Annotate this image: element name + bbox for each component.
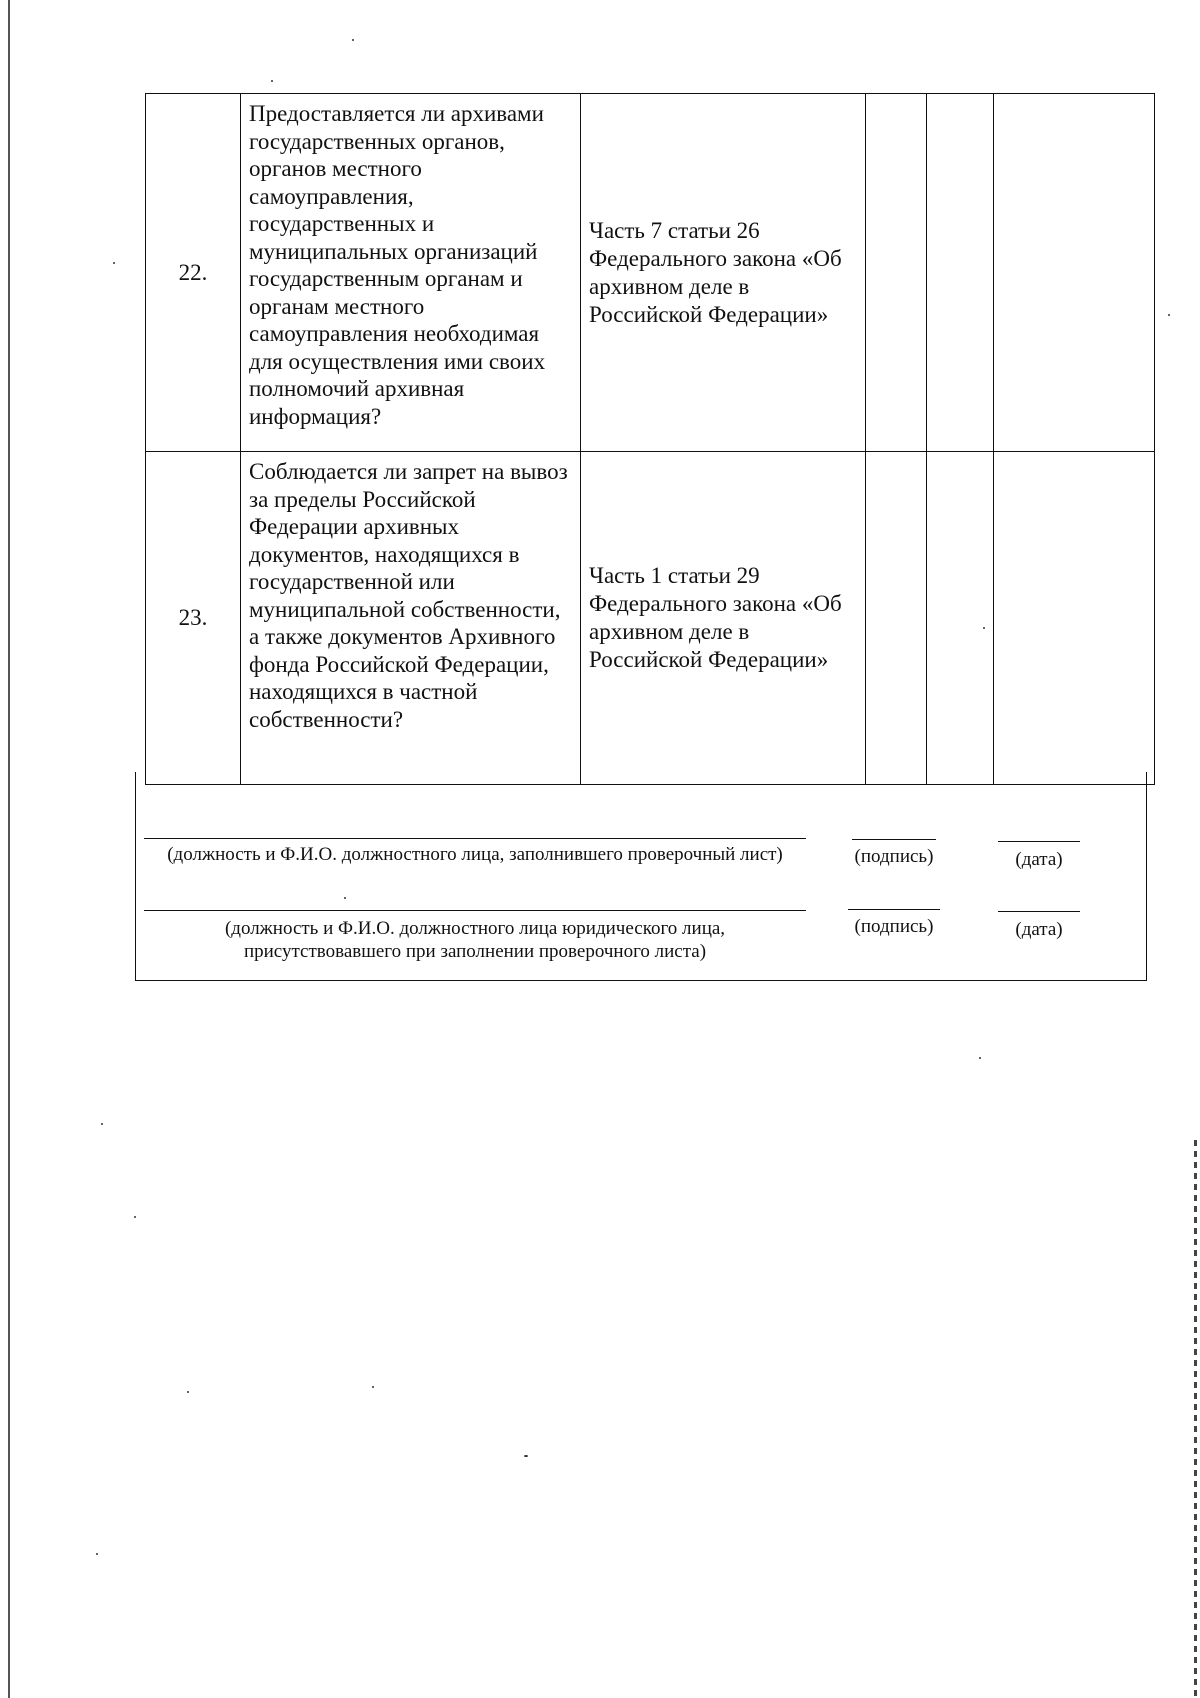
scan-speck [979,1057,981,1059]
representative-position-line[interactable] [144,910,806,911]
representative-position-label-line1: (должность и Ф.И.О. должностного лица юридического лица, [224,918,726,939]
scan-speck [101,1123,103,1125]
inspector-signature-label: (подпись) [854,846,934,867]
scan-speck [134,1216,136,1218]
representative-position-label-line2: присутствовавшего при заполнении проверочного листа) [243,941,707,962]
legal-basis: Часть 7 статьи 26 Федерального закона «Об архивном деле в Российской Федерации» [581,94,866,452]
signature-block [135,772,1147,981]
scan-left-edge [8,0,10,1698]
answer-no-cell[interactable] [927,94,994,452]
inspector-position-label: (должность и Ф.И.О. должностного лица, заполнившего проверочный лист) [167,844,783,865]
representative-signature-line[interactable] [848,909,940,910]
scan-speck [344,897,346,899]
scan-speck [96,1553,98,1555]
scan-speck [271,80,273,82]
note-cell[interactable] [994,94,1155,452]
scan-speck [113,262,115,264]
table-row [146,452,1155,785]
question-text: Предоставляется ли архивами государственных органов, органов местного самоуправления, государственных и муниципальных организаций государственным органам и органам местного самоуправления необходимая для осуществления ими своих полномочий архивная информация? [241,94,581,452]
scan-speck [372,1386,374,1388]
scan-speck [187,1391,189,1393]
scan-speck [352,39,354,41]
row-number: 23. [146,452,241,785]
note-cell[interactable] [994,452,1155,785]
inspector-date-label: (дата) [1015,849,1063,870]
answer-yes-cell[interactable] [866,94,927,452]
scan-speck [1168,314,1170,316]
answer-no-cell[interactable] [927,452,994,785]
table-row [146,94,1155,452]
scan-speck [983,627,985,629]
representative-date-label: (дата) [1015,919,1063,940]
scan-speck [524,1455,528,1457]
inspector-signature-line[interactable] [852,839,936,840]
inspector-date-line[interactable] [998,841,1080,842]
inspector-position-line[interactable] [144,838,806,839]
representative-date-line[interactable] [998,911,1080,912]
row-number: 22. [146,94,241,452]
checklist-table [145,93,1155,785]
scan-right-edge [1194,1140,1197,1698]
answer-yes-cell[interactable] [866,452,927,785]
representative-signature-label: (подпись) [854,916,934,937]
legal-basis: Часть 1 статьи 29 Федерального закона «Об архивном деле в Российской Федерации» [581,452,866,785]
question-text: Соблюдается ли запрет на вывоз за пределы Российской Федерации архивных документов, находящихся в государственной или муниципальной собственности, а также документов Архивного фонда Российской Федерации, находящихся в частной собственности? [241,452,581,785]
